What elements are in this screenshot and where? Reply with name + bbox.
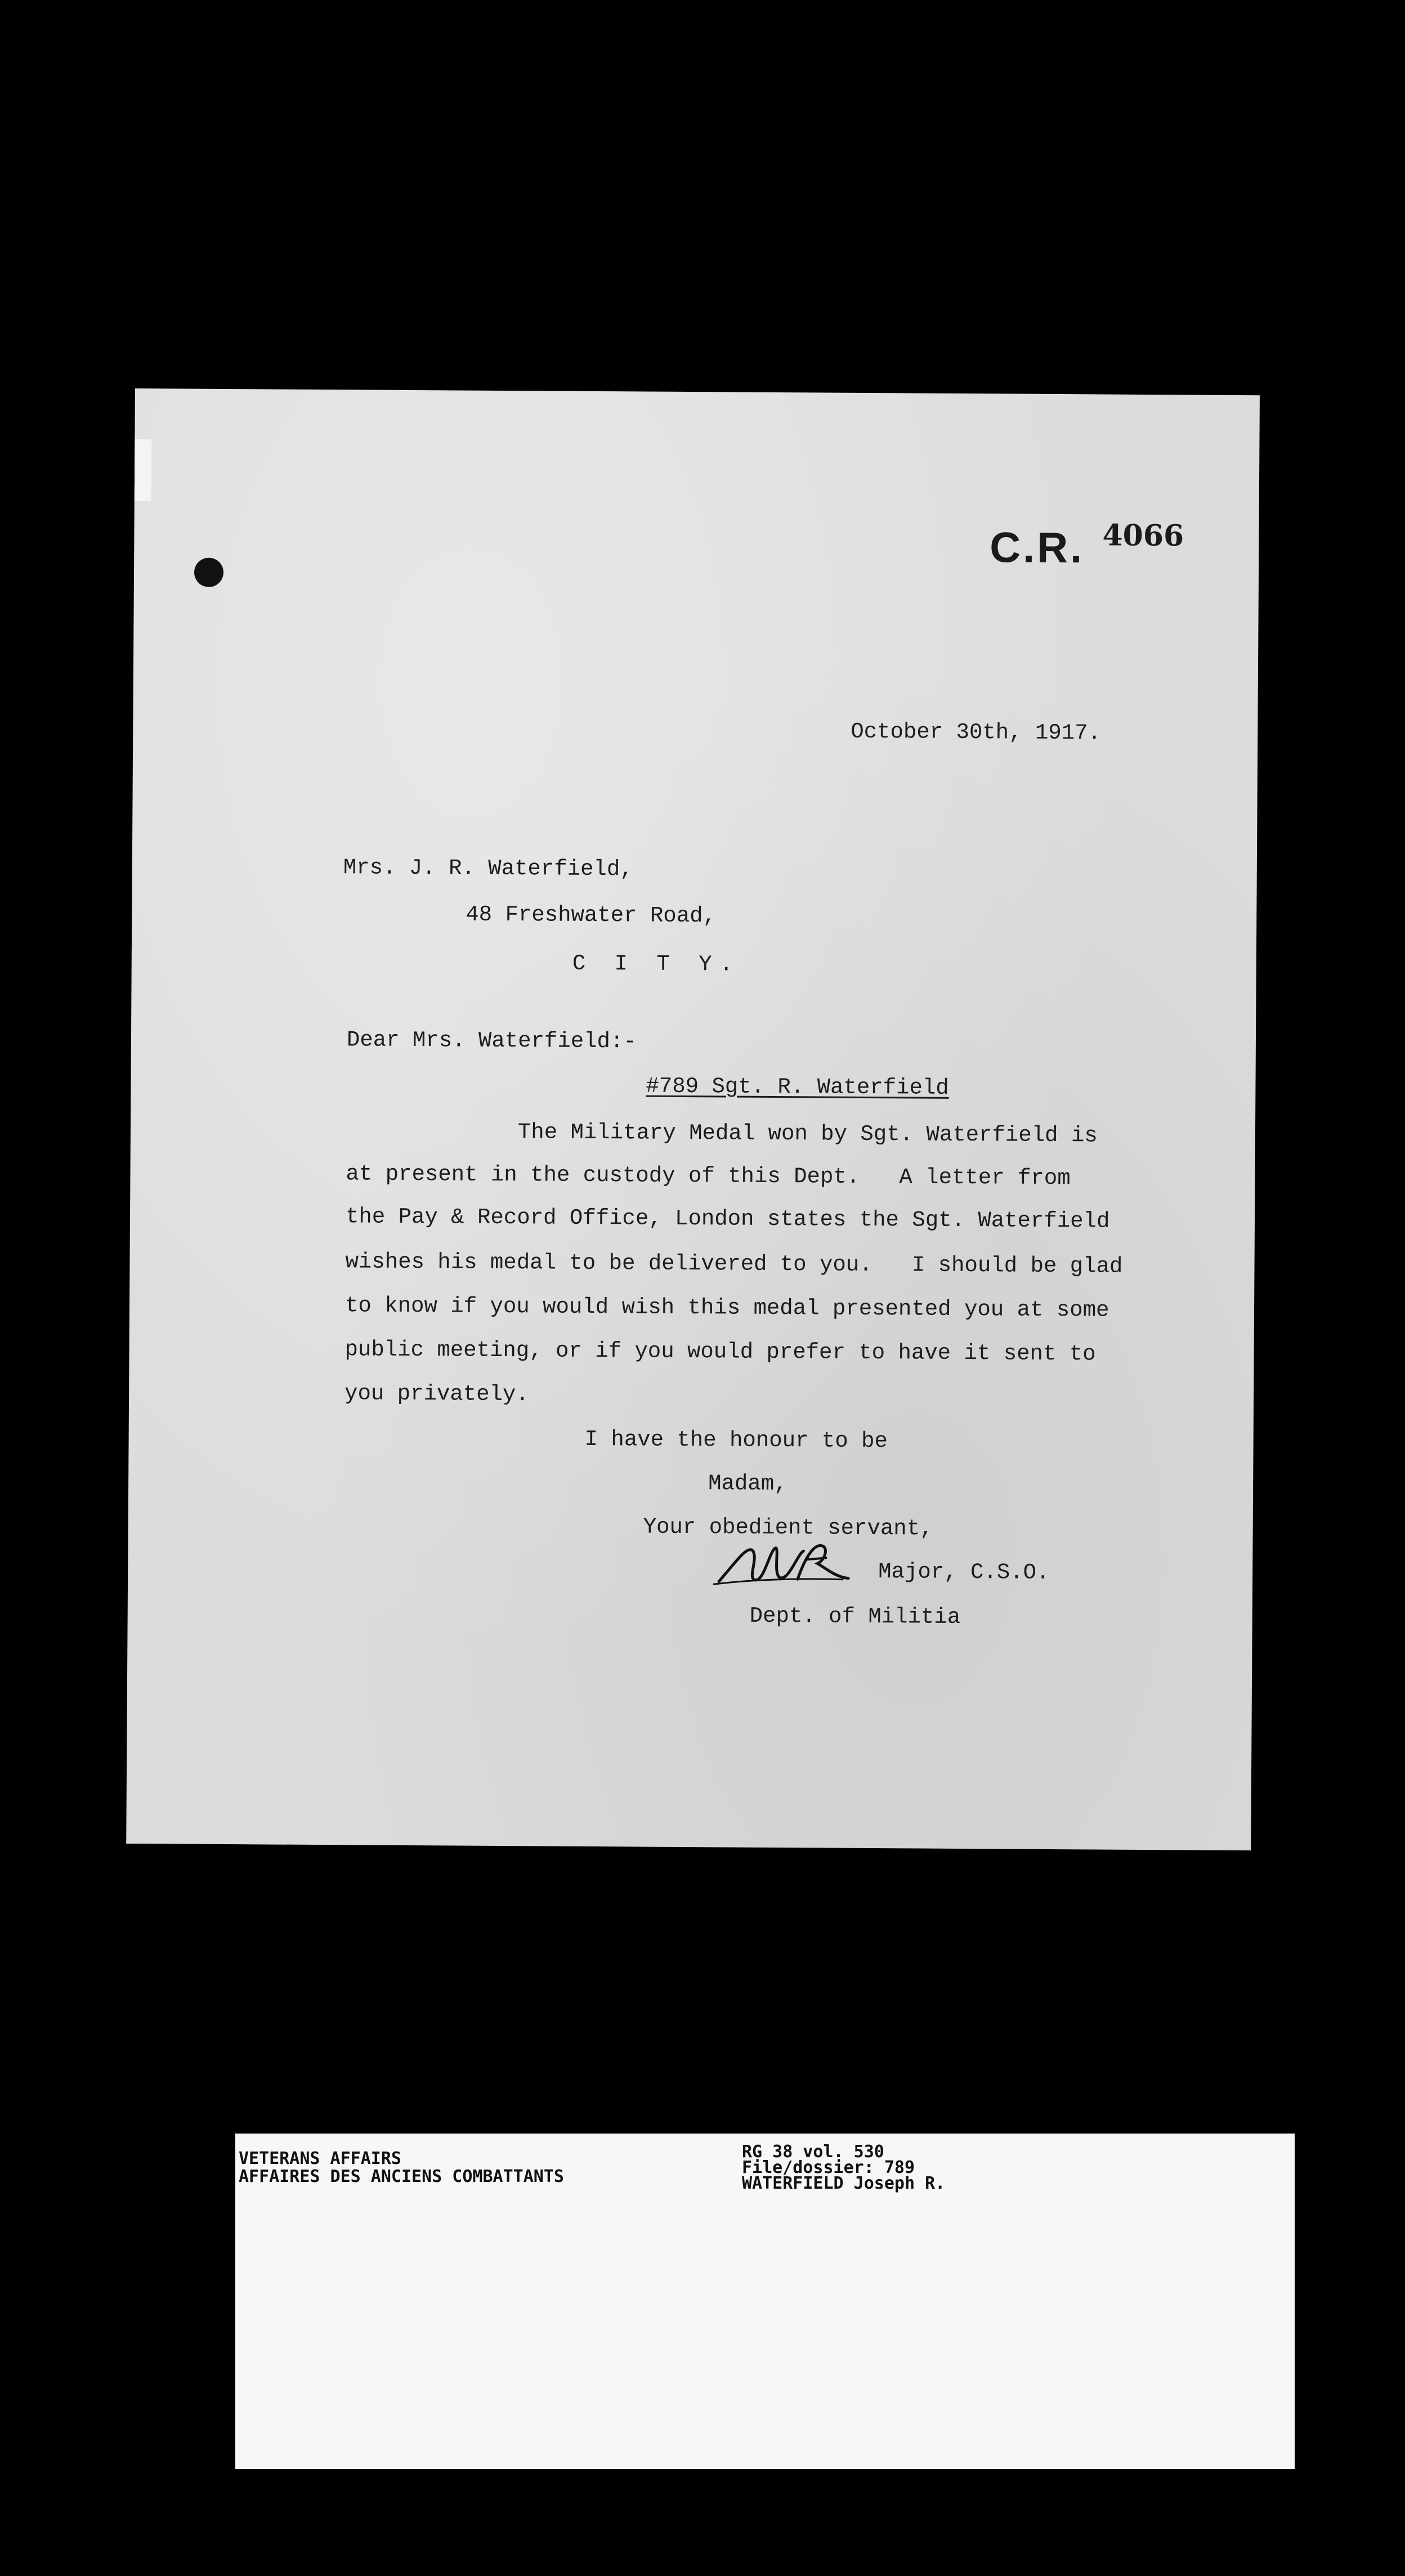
signatory-department: Dept. of Militia <box>749 1603 961 1630</box>
punch-hole <box>194 558 223 587</box>
letter-date: October 30th, 1917. <box>851 719 1102 746</box>
archive-record-group: RG 38 vol. 530 <box>742 2142 884 2162</box>
cr-stamp-number: 4066 <box>1102 518 1184 553</box>
letter-page <box>126 388 1260 1850</box>
body-line: wishes his medal to be delivered to you. I should be glad <box>345 1249 1123 1279</box>
archive-file-number: File/dossier: 789 <box>742 2158 915 2177</box>
salutation: Dear Mrs. Waterfield:- <box>346 1027 637 1054</box>
archive-subject-name: WATERFIELD Joseph R. <box>742 2174 946 2193</box>
subject-line: #789 Sgt. R. Waterfield <box>646 1074 949 1101</box>
body-line: the Pay & Record Office, London states the Sgt. Waterfield <box>345 1204 1110 1234</box>
archive-agency-en: VETERANS AFFAIRS <box>239 2149 401 2168</box>
cr-stamp: C.R. <box>990 524 1085 573</box>
closing-line: I have the honour to be <box>584 1426 888 1454</box>
archive-agency-fr: AFFAIRES DES ANCIENS COMBATTANTS <box>239 2167 564 2186</box>
closing-address: Madam, <box>708 1471 787 1497</box>
signatory-title: Major, C.S.O. <box>878 1559 1050 1585</box>
body-line: The Military Medal won by Sgt. Waterfield is <box>517 1120 1098 1148</box>
closing-servant: Your obedient servant, <box>643 1514 933 1541</box>
page-tab-mark <box>135 439 152 501</box>
recipient-city: C I T Y. <box>572 951 741 977</box>
body-line: public meeting, or if you would prefer to have it sent to <box>344 1337 1096 1367</box>
recipient-street: 48 Freshwater Road, <box>466 902 717 929</box>
handwritten-signature <box>713 1528 883 1596</box>
recipient-name: Mrs. J. R. Waterfield, <box>343 855 633 882</box>
body-line: you privately. <box>344 1381 529 1407</box>
body-line: to know if you would wish this medal presented you at some <box>344 1293 1109 1323</box>
body-line: at present in the custody of this Dept. A letter from <box>346 1161 1071 1191</box>
archive-label <box>235 2134 1295 2469</box>
